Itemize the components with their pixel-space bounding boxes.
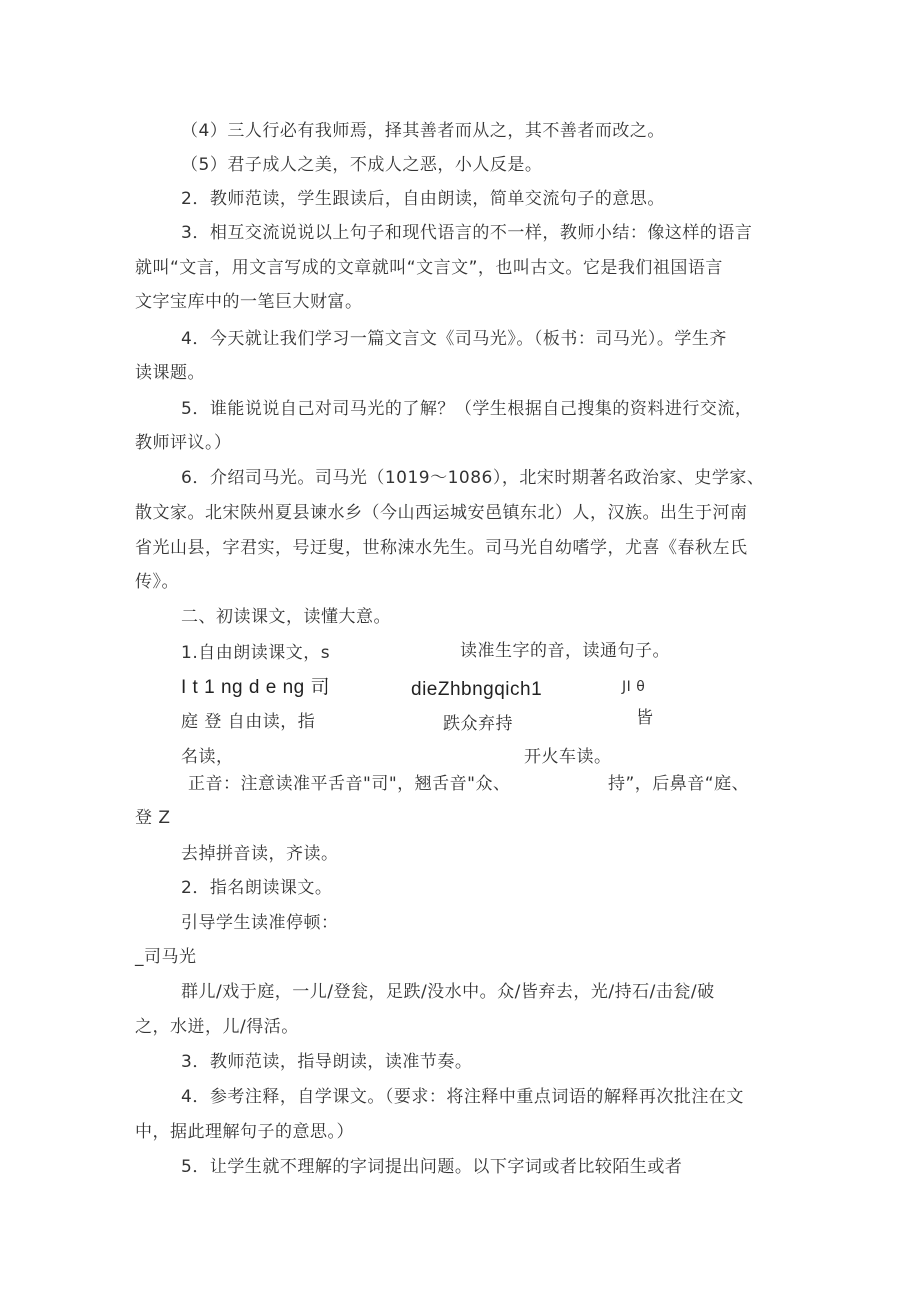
text-line: 就叫“文言，用文言写成的文章就叫“文言文”，也叫古文。它是我们祖国语言 bbox=[135, 258, 723, 278]
text-line: （4）三人行必有我师焉，择其善者而从之，其不善者而改之。 bbox=[181, 121, 665, 141]
text-line: 教师评议。） bbox=[135, 433, 232, 453]
text-line: 5．谁能说说自己对司马光的了解？（学生根据自己搜集的资料进行交流， bbox=[181, 399, 753, 419]
text-line: 开火车读。 bbox=[524, 747, 612, 767]
text-line: 3．教师范读，指导朗读，读准节奏。 bbox=[181, 1052, 473, 1072]
text-line: 读课题。 bbox=[135, 363, 205, 383]
pinyin-line: JI θ bbox=[622, 679, 646, 695]
pinyin-line: I t 1 ng d e ng 司 bbox=[181, 677, 330, 698]
text-line: 跌众弃持 bbox=[443, 714, 513, 734]
text-line: 庭 登 自由读，指 bbox=[181, 712, 316, 732]
text-line: 群儿/戏于庭，一儿/登瓮，足跌/没水中。众/皆弃去，光/持石/击瓮/破 bbox=[181, 982, 715, 1002]
text-line: 5．让学生就不理解的字词提出问题。以下字词或者比较陌生或者 bbox=[181, 1157, 683, 1177]
text-line: 省光山县，字君实，号迂叟，世称涑水先生。司马光自幼嗜学，尤喜《春秋左氏 bbox=[135, 538, 748, 558]
pinyin-line: dieZhbngqich1 bbox=[411, 679, 543, 700]
text-line: 正音：注意读准平舌音"司"，翘舌音"众、 bbox=[188, 774, 511, 794]
section-heading: 二、初读课文，读懂大意。 bbox=[181, 607, 391, 627]
text-line: 文字宝库中的一笔巨大财富。 bbox=[135, 292, 363, 312]
text-line: 2．教师范读，学生跟读后，自由朗读，简单交流句子的意思。 bbox=[181, 189, 665, 209]
text-line: 1.自由朗读课文，s bbox=[181, 643, 331, 663]
text-line: 持”，后鼻音“庭、 bbox=[608, 774, 750, 794]
text-line: 4．今天就让我们学习一篇文言文《司马光》。（板书：司马光）。学生齐 bbox=[181, 329, 727, 349]
text-line: 6．介绍司马光。司马光（1019〜1086），北宋时期著名政治家、史学家、 bbox=[181, 468, 765, 488]
text-line: 名读， bbox=[181, 747, 234, 767]
text-line: 读准生字的音，读通句子。 bbox=[460, 641, 670, 661]
text-line: 中，据此理解句子的意思。） bbox=[135, 1122, 354, 1142]
text-line: 3．相互交流说说以上句子和现代语言的不一样，教师小结：像这样的语言 bbox=[181, 223, 753, 243]
text-line: 去掉拼音读，齐读。 bbox=[181, 844, 339, 864]
text-line: （5）君子成人之美，不成人之恶，小人反是。 bbox=[181, 155, 543, 175]
text-line: 传》。 bbox=[135, 572, 179, 592]
text-line: 皆 bbox=[636, 708, 654, 728]
text-line: 2．指名朗读课文。 bbox=[181, 878, 333, 898]
text-line: 引导学生读准停顿： bbox=[181, 913, 339, 933]
text-line: 4．参考注释，自学课文。（要求：将注释中重点词语的解释再次批注在文 bbox=[181, 1087, 744, 1107]
text-title: _司马光 bbox=[135, 947, 197, 967]
text-line: 之，水迸，儿/得活。 bbox=[135, 1017, 299, 1037]
text-line: 散文家。北宋陕州夏县谏水乡（今山西运城安邑镇东北）人，汉族。出生于河南 bbox=[135, 503, 748, 523]
text-line: 登 Z bbox=[135, 808, 171, 828]
